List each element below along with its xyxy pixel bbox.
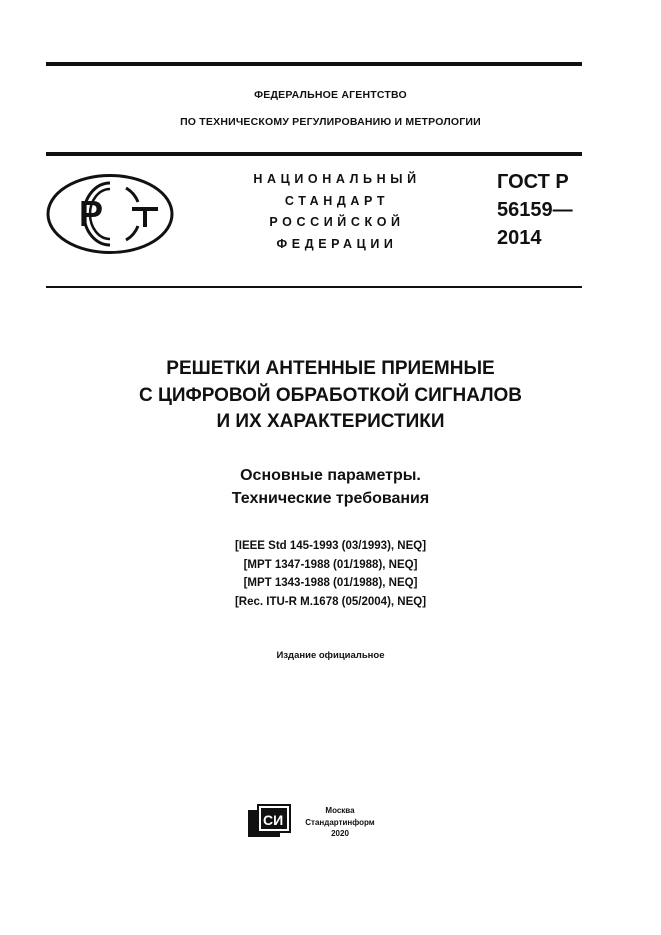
standard-designation-line: 2014 xyxy=(497,227,542,249)
standard-designation-line: ГОСТ Р xyxy=(497,171,569,193)
standard-type-line: СТАНДАРТ xyxy=(284,193,390,208)
top-rule xyxy=(46,62,582,66)
reference-line: [Rec. ITU-R M.1678 (05/2004), NEQ] xyxy=(234,595,427,608)
standard-type-line: НАЦИОНАЛЬНЫЙ xyxy=(253,172,421,186)
subtitle-line: Технические требования xyxy=(231,490,430,507)
publisher-year: 2020 xyxy=(331,829,349,838)
publisher-name: Стандартинформ xyxy=(305,817,375,827)
agency-line-2: ПО ТЕХНИЧЕСКОМУ РЕГУЛИРОВАНИЮ И МЕТРОЛОГИИ xyxy=(180,116,481,128)
reference-line: [MPT 1343-1988 (01/1988), NEQ] xyxy=(243,577,418,589)
reference-line: [IEEE Std 145-1993 (03/1993), NEQ] xyxy=(234,540,427,552)
page-title-line: И ИХ ХАРАКТЕРИСТИКИ xyxy=(216,411,445,432)
gost-r-logo-icon xyxy=(46,174,174,254)
agency-line-1: ФЕДЕРАЛЬНОЕ АГЕНТСТВО xyxy=(254,89,407,101)
designation-rule xyxy=(46,286,582,288)
edition-label: Издание официальное xyxy=(276,650,385,661)
page-title-line: С ЦИФРОВОЙ ОБРАБОТКОЙ СИГНАЛОВ xyxy=(138,384,523,406)
reference-line: [MPT 1347-1988 (01/1988), NEQ] xyxy=(243,558,418,571)
standard-designation-line: 56159— xyxy=(497,199,573,221)
standard-type-line: РОССИЙСКОЙ xyxy=(269,215,405,229)
page-title-line: РЕШЕТКИ АНТЕННЫЕ ПРИЕМНЫЕ xyxy=(166,358,495,379)
standard-type-line: ФЕДЕРАЦИИ xyxy=(276,236,398,251)
standartinform-logo-icon xyxy=(248,805,290,837)
svg-text:Р: Р xyxy=(79,193,104,234)
svg-text:СИ: СИ xyxy=(263,812,284,828)
header-rule xyxy=(46,152,582,156)
publisher-city: Москва xyxy=(325,806,355,815)
subtitle-line: Основные параметры. xyxy=(240,467,421,484)
